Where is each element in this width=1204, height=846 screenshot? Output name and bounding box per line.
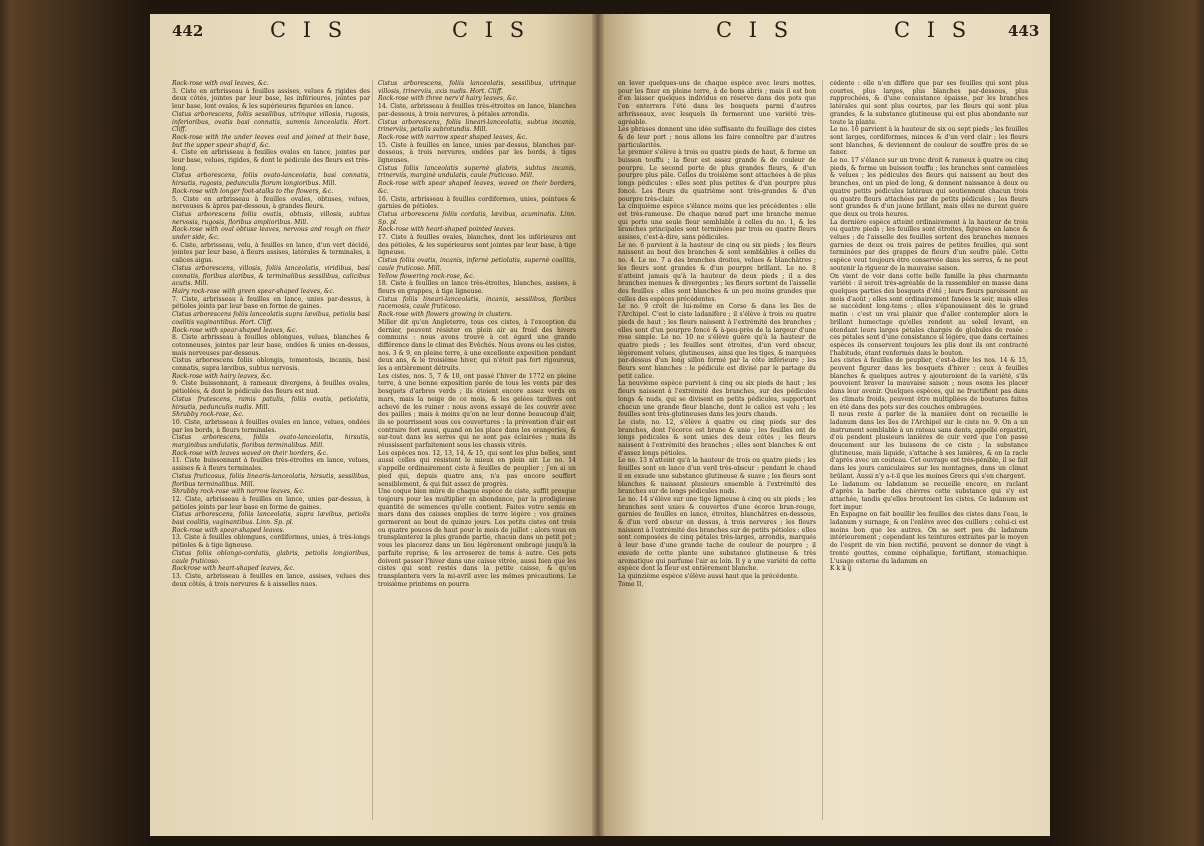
text-paragraph: 15. Ciste à feuilles en lance, unies par-dessus, blanches par-dessous, à trois nervures, ondées par les bords, à tiges ligneuses. <box>378 141 576 165</box>
text-paragraph: Le ladanum ou labdanum se recueille encore, en raclant d'après la barbe des chèvres cette substance qui s'y est attachée, tandis qu'elles broutoient les cistes. Ce ladanum est fort impur. <box>830 480 1028 511</box>
text-paragraph: La neuvième espèce parvient à cinq ou six pieds de haut ; les fleurs naissent à l'extrémité des branches, sur des pédicules longs & nuds, qui se divisent en petits pédicules, supportant chacun une grande fleur blanche, dont le calice est velu ; les feuilles sont très-glutineuses dans les jours chauds. <box>618 380 816 419</box>
text-paragraph: Cistus foliis lineari-lanceolatis, incanis, sessilibus, floribus racemosis, caule fruticoso. <box>378 295 576 311</box>
text-paragraph: Tome II, <box>618 580 644 588</box>
text-paragraph: Les espèces nos. 12, 13, 14, & 15, qui sont les plus belles, sont aussi celles qui résistent le mieux en plein air. Le no. 14 s'appelle ordinairement ciste à feuilles de peuplier ; j'en ai un pied qui, depuis quatre ans, n'a pas encore souffert sensiblement, & qui fait assez de progrès. <box>378 449 576 488</box>
text-paragraph: Le no. 16 parvient à la hauteur de six ou sept pieds ; les feuilles sont larges, cordiformes, minces & d'un verd clair ; les fleurs sont blanches, & deviennent de couleur de souffre près de se faner. <box>830 126 1028 157</box>
text-paragraph: 13. Ciste, arbrisseau à feuilles en lance, assises, velues des deux côtés, à trois nervures & à aisselles nues. <box>172 573 370 588</box>
text-paragraph: La cinquième espèce s'élance moins que les précédentes : elle est très-rameuse. De chaque nœud part une branche menue qui porte une seule fleur semblable à celles du no. 1, & les branches principales sont terminées par trois ou quatre fleurs assises, c'est-à-dire, sans pédicules. <box>618 203 816 242</box>
text-paragraph: 10. Ciste, arbrisseau à feuilles ovales en lance, velues, ondées par les bords, à fleurs terminales. <box>172 418 370 434</box>
text-paragraph: Le ciste, no. 12, s'élève à quatre ou cinq pieds sur des branches, dont l'écorce est brune & unie ; les feuilles ont de longs pédicules & sont unies des deux côtés ; les fleurs naissent à l'extrémité des branches ; elles sont blanches & ont d'assez longs pétioles. <box>618 418 816 457</box>
text-paragraph: Cistus arborescens foliis lanceolatis supra lævibus, petiolis basi coalitis vaginantibus. Hort. Cliff. <box>172 311 370 326</box>
left-page-column-2 <box>378 80 576 830</box>
text-paragraph: 8. Ciste arbrisseau à feuilles oblongues, velues, blanches & cotonneuses, jointes par leur base, ondées & unies en-dessus, mais nerveuses par-dessous. <box>172 334 370 357</box>
text-paragraph: Rock-rose with leaves waved on their borders, &c. <box>172 449 329 457</box>
text-paragraph: On vient de voir dans cette belle famille la plus charmante variété : il seroit très-agréable de la rassembler en masse dans quelques parties des bosquets d'été ; leurs fleurs paroissent au mois d'août ; elles sont ordinairement fanées le soir, mais elles se succèdent long-tems ; elles s'épanouissent dès le grand matin : c'est un vrai plaisir que d'aller contempler alors le brillant humectage qu'elles rendent au soleil levant, en étendant leurs larges pétales chargés de globules de rosée : ces pétales sont d'une consistance si légère, que dans certaines espèces ils conservent toujours les plis dont ils ont contracté l'habitude, étant renfermés dans le bouton. <box>830 272 1028 357</box>
text-paragraph: Cistus arborescens, foliis ovato-lanceolatis, hirsutis, marginibus undulatis, floribus terminalibus. Mill. <box>172 434 370 450</box>
text-paragraph: Hairy rock-rose with green spear-shaped leaves, &c. <box>172 287 335 295</box>
text-paragraph: Miller dit qu'en Angleterre, tous ces cistes, à l'exception du dernier, peuvent résister en plein air au froid des hivers communs : nous avons trouvé à cet égard une grande différence dans le climat des Evêchés. Nous avons eu les cistes, nos. 3 & 9, en pleine terre, à une excellente exposition pendant deux ans, & le troisième hiver, qui n'étoit pas fort rigoureux, les a entièrement détruits. <box>378 318 576 373</box>
text-paragraph: Rockrose with heart-shaped leaves, &c. <box>172 565 295 573</box>
text-paragraph: Rock-rose with oval obtuse leaves, nervous and rough on their under side, &c. <box>172 226 370 242</box>
text-paragraph: Une coque bien mûre de chaque espèce de ciste, suffit presque toujours pour les multiplier en abondance, par la prodigieuse quantité de semences qu'elle contient. Faites votre semis en mars dans des caisses emplies de terre légère ; vos graines germeront au bout de quinze jours. Les petits cistes ont trois ou quatre pouces de haut pour le mois de juillet : alors vous en transplanterez la plus grande partie, chacun dans un petit pot ; vous les placerez dans un lieu légèrement ombragé jusqu'à la parfaite reprise, & les arroserez de tems à autre. Ces pots doivent passer l'hiver dans une caisse vitrée, aussi bien que les cistes qui sont restés dans la petite caisse, & qu'on transplantera vers la mi-avril avec les mêmes précautions. Le troisième printems on pourra <box>378 488 576 588</box>
text-paragraph: 7. Ciste, arbrisseau à feuilles en lance, unies par-dessus, à pétioles joints par leur base en forme de gaines. <box>172 295 370 311</box>
column-rule <box>822 80 823 820</box>
page-number-right: 443 <box>1008 22 1040 40</box>
text-paragraph: Cistus arborescens foliis cordatis, lævibus, acuminatis. Linn. Sp. pl. <box>378 210 576 226</box>
text-paragraph: Le no. 14 s'élève sur une tige ligneuse à cinq ou six pieds ; les branches sont unies & couvertes d'une écorce brun-rouge, garnies de feuilles en lance, étroites, blanchâtres en-dessous, & d'un verd obscur en dessus, à trois nervures ; les fleurs naissent à l'extrémité des branches sur de petits pétioles : elles sont composées de cinq pétales très-larges, arrondis, marqués à leur base d'une grande tache de couleur de pourpre ; il exsude de cette plante une substance glutineuse & très aromatique qui parfume l'air au loin. Il y a une variété de cette espèce dont la fleur est entièrement blanche. <box>618 495 816 573</box>
text-paragraph: Rock-rose with longer foot-stalks to the flowers, &c. <box>172 187 334 195</box>
right-page-column-2 <box>830 80 1028 830</box>
text-paragraph: Les phrases donnent une idée suffisante du feuillage des cistes & de leur port ; nous allons les faire connoître par d'autres particularités. <box>618 126 816 149</box>
text-paragraph: Le premier s'élève à trois ou quatre pieds de haut, & forme un buisson touffu ; la fleur est assez grande & de couleur de pourpre. Le second porte de plus grandes fleurs, & d'un pourpre plus pâle. Celles du troisième sont attachées à de plus longs pédicules : elles sont plus petites & d'un pourpre plus foncé. Les fleurs du quatrième sont très-grandes & d'un pourpre très-clair. <box>618 149 816 203</box>
text-paragraph: en lever quelques-uns de chaque espèce avec leurs mottes, pour les fixer en pleine terre, à de bons abris ; mais il est bon d'en laisser quelques individus en réserve dans des pots que l'on enterrera l'été dans les bosquets parmi d'autres arbrisseaux, avec lesquels ils formeront une variété très-agréable. <box>618 80 816 126</box>
text-paragraph: Cistus foliis oblongo-cordatis, glabris, petiolis longioribus, caule fruticoso. <box>172 549 370 565</box>
text-paragraph: Rock-rose with the under leaves oval and joined at their base, but the upper spear shap'd, &c. <box>172 133 370 149</box>
text-paragraph: La dernière espèce atteint ordinairement à la hauteur de trois ou quatre pieds ; les feuilles sont étroites, figurées en lance & velues ; de l'aisselle des feuilles sortent des branches menues garnies de deux ou trois paires de petites feuilles, qui sont terminées par des grappes de fleurs d'un soufre pâle. Cette espèce veut toujours être conservée dans les serres, & ne peut soutenir la rigueur de la mauvaise saison. <box>830 218 1028 272</box>
text-paragraph: Cistus arborescens, foliis lanceolatis, supra lævibus, petiolis basi coalitis, vaginantibus. Linn. Sp. pl. <box>172 511 370 527</box>
text-paragraph: Rock-rose with narrow spear shaped leaves, &c. <box>378 133 528 141</box>
text-paragraph: 17. Ciste à feuilles ovales, blanches, dont les inférieures ont des pétioles, & les supérieures sont jointes par leur base, à tige ligneuse. <box>378 234 576 257</box>
text-paragraph: Rock-rose with heart-shaped pointed leaves. <box>378 226 516 234</box>
text-paragraph: 13. Ciste à feuilles oblongues, cordiformes, unies, à très-longs pétioles & à tige ligneuse. <box>172 534 370 550</box>
text-paragraph: Cistus foliis lanceolatis supernè glabris, subtus incanis, trinerviis, marginè undulatis, caule fruticoso. Mill. <box>378 164 576 180</box>
text-paragraph: Cistus frutescens, ramis patulis, foliis ovatis, petiolatis, hirsutis, pedunculis nudis. Mill. <box>172 395 370 411</box>
text-paragraph: 12. Ciste, arbrisseau à feuilles en lance, unies par-dessus, à pétioles joints par leur base en forme de gaines. <box>172 495 370 511</box>
text-paragraph: Le no. 13 n'atteint qu'à la hauteur de trois ou quatre pieds ; les feuilles sont en lance d'un verd très-obscur : pendant le chaud il en exsude une substance glutineuse & suave ; les fleurs sont blanches & naissent plusieurs ensemble à l'extrémité des branches sur de longs pédicules nuds. <box>618 457 816 496</box>
text-paragraph: K k k ij <box>830 565 852 573</box>
text-paragraph: Cistus foliis ovatis, incanis, infernè petiolatis, supernè coalitis, caule fruticoso. Mill. <box>378 257 576 272</box>
text-paragraph: 18. Ciste à feuilles en lance très-étroites, blanches, assises, à fleurs en grappes, à tige ligneuse. <box>378 280 576 295</box>
page-number-left: 442 <box>172 22 204 40</box>
text-paragraph: 11. Ciste buissonnant à feuilles très-étroites en lance, velues, assises & à fleurs terminales. <box>172 457 370 473</box>
text-paragraph: Shrubby rock-rose with narrow leaves, &c. <box>172 488 305 496</box>
text-paragraph: Les cistes, nos. 5, 7 & 10, ont passé l'hiver de 1772 en pleine terre, à une bonne exposition parée de tous les vents par des bosquets d'arbres verds ; ils étoient encore assez verds en mars, mais la neige de ce mois, & les gelées tardives ont achevé de les ruiner : nous avons essayé de les couvrir avec des pailles ; mais à moins qu'on ne leur donne beaucoup d'air, ils se pourrissent sous ces couvertures : la prévention d'air est contraire fort aussi, quand on les place dans les orangeries, & sur-tout dans les serres qui ne sont pas éclairées ; mais ils réussissent parfaitement sous les chassis vitrés. <box>378 372 576 450</box>
text-paragraph: Rock-rose with spear-shaped leaves, &c. <box>172 326 298 334</box>
text-paragraph: Cistus arborescens, foliis lanceolatis, sessilibus, utrinque villosis, trinerviis, axis nudis. Hort. Cliff. <box>378 80 576 95</box>
text-paragraph: Cistus arborescens, villosis, foliis lanceolatis, viridibus, basi connatis, floribus alaribus, & terminalibus sessilibus, calicibus acutis. Mill. <box>172 264 370 288</box>
text-paragraph: 3. Ciste en arbrisseau à feuilles assises, velues & rigides des deux côtés, jointes par leur base, les inférieures, jointes par leur base, lont ovales, & les supérieures figurées en lance. <box>172 87 370 111</box>
right-page-column-1 <box>618 80 816 830</box>
text-paragraph: 16. Ciste, arbrisseau à feuilles cordiformes, unies, pointues & garnies de pétioles. <box>378 195 576 211</box>
text-paragraph: Cistus arborescens foliis oblongis, tomentosis, incanis, basi connatis, supra lævibus, subtus nervosis. <box>172 357 370 373</box>
running-head-right-col1: C I S <box>716 18 794 42</box>
text-paragraph: Rock-rose with hairy leaves, &c. <box>172 372 272 380</box>
text-paragraph: Rock-rose with oval leaves, &c. <box>172 80 269 87</box>
text-paragraph: Cistus arborescens, foliis sessilibus, utrinque villosis, rugosis, inferioribus, ovatis basi connatis, summis lanceolatis. Hort. Cliff. <box>172 110 370 134</box>
running-head-left-col1: C I S <box>270 18 348 42</box>
text-paragraph: En Espagne on fait bouillir les feuilles des cistes dans l'eau, le ladanum y surnage, & on l'enlève avec des cuillers ; celui-ci est moins bon que les autres. On se sert peu du ladanum intérieurement ; cependant les teintures extraites par le moyen de l'esprit de vin bien rectifié, peuvent se donner de vingt à trente gouttes, comme céphalique, fortifiant, stomachique. L'usage externe du ladanum en <box>830 511 1028 565</box>
right-page <box>604 14 1050 836</box>
book-gutter <box>592 14 604 836</box>
text-paragraph: Cistus fruticosus, foliis linearis-lanceolatis, hirsutis, sessilibus, floribus terminalibus. Mill. <box>172 472 370 488</box>
left-page <box>150 14 592 836</box>
left-page-column-1 <box>172 80 370 830</box>
running-head-right-col2: C I S <box>894 18 972 42</box>
text-paragraph: Rock-rose with spear shaped leaves, waved on their borders, &c. <box>378 180 576 195</box>
text-paragraph: 9. Ciste buissonnant, à rameaux divergens, à feuilles ovales, pétiolées, & dont le pédicule des fleurs est nud. <box>172 380 370 396</box>
text-paragraph: Yellow flowering rock-rose, &c. <box>378 272 475 280</box>
text-paragraph: 4. Ciste en arbrisseau à feuilles ovales en lance, jointes par leur base, velues, rigides, & dont le pédicule des fleurs est très-long. <box>172 149 370 172</box>
text-paragraph: Rock-rose with flowers growing in clusters. <box>378 311 513 319</box>
running-head-left-col2: C I S <box>452 18 530 42</box>
text-paragraph: Rock-rose with spear-shaped leaves. <box>172 526 285 534</box>
text-paragraph: Cistus arborescens, foliis lineari-lanceolatis, subtus incanis, trinerviis, petalis subrotundis. Mill. <box>378 118 576 134</box>
text-paragraph: Cistus arborescens, foliis ovato-lanceolatis, basi connatis, hirsutis, rugosis, pedunculis florum longioribus. Mill. <box>172 172 370 188</box>
text-paragraph: La quinzième espèce s'élève aussi haut que la précédente. <box>618 573 799 580</box>
text-paragraph: Shrubby rock-rose, &c. <box>172 411 244 419</box>
column-rule <box>372 80 373 820</box>
text-paragraph: Le no. 17 s'élance sur un tronc droit & rameux à quatre ou cinq pieds, & forme un buisson touffu ; les branches sont cannelées & velues ; les pédicules des fleurs qui naissent au bout des branches, ont un pied de long, & donnent naissance à deux ou quatre petits pédicules latéraux qui soutiennent chacun trois ou quatre fleurs attachées par de petits pédicules ; les fleurs sont grandes & d'un jaune brillant, mais elles ne durent guère que deux ou trois heures. <box>830 157 1028 218</box>
text-paragraph: 6. Ciste, arbrisseau, velu, à feuilles en lance, d'un vert décidé, jointes par leur base, à fleurs assises, latérales & terminales, à calices aigus. <box>172 241 370 265</box>
text-paragraph: Cistus arborescens foliis ovatis, obtusis, villosis, subtus nervosis, rugosis, floribus amplioribus. Mill. <box>172 210 370 226</box>
text-paragraph: Le no. 6 parvient à la hauteur de cinq ou six pieds ; les fleurs naissent au bout des branches & sont semblables à celles du no. 4. Le no. 7 a des branches droites, velues & blanchâtres ; les fleurs sont grandes & d'un pourpre brillant. Le no. 8 n'atteint jamais qu'à la hauteur de deux pieds ; il a des branches menues & divergentes ; les fleurs sortent de l'aisselle des feuilles : elles sont blanches & un peu moins grandes que celles des espèces précédentes. <box>618 241 816 303</box>
text-paragraph: cédente : elle n'en diffère que par ses feuilles qui sont plus courtes, plus larges, plus blanches par-dessous, plus rapprochées, & d'une consistance épaisse, par les branches latérales qui sont plus courtes, par les fleurs qui sont plus grandes, & la substance glutineuse qui est plus abondante sur toute la plante. <box>830 80 1028 126</box>
text-paragraph: 14. Ciste, arbrisseau à feuilles très-étroites en lance, blanches par-dessous, à trois nervures, à pétales arrondis. <box>378 103 576 118</box>
text-paragraph: Le no. 9 croît de lui-même en Corse & dans les îles de l'Archipel. C'est le ciste ladanifère ; il s'élève à trois ou quatre pieds de haut ; les fleurs naissent à l'extrémité des branches ; elles sont d'un pourpre foncé & à-peu-près de la largeur d'une rose simple. Le no. 10 ne s'élève guère qu'à la hauteur de quatre pieds ; les feuilles sont étroites, d'un verd obscur, légèrement velues, glutineuses, ainsi que les tiges, & marquées par-dessus d'un long sillon formé par la côte inférieure ; les fleurs sont blanches : le pédicule est divisé par le partage du petit calice. <box>618 303 816 380</box>
text-paragraph: 5. Ciste en arbrisseau à feuilles ovales, obtuses, velues, nerveuses & âpres par-dessous, à grandes fleurs. <box>172 195 370 211</box>
text-paragraph: Rock-rose with three nerv'd hairy leaves, &c. <box>378 95 518 103</box>
text-paragraph: Les cistes à feuilles de peuplier, c'est-à-dire les nos. 14 & 15, peuvent figurer dans les bosquets d'hiver : ceux à feuilles blanches & quelques autres y ajouteroient de la variété, s'ils pouvoient braver la mauvaise saison ; nous osons les placer dans leur avenir. Quelques espèces, qui ne fructifient pas dans les climats froids, peuvent être multipliées de boutures faites en été dans des pots sur des couches ombragées. <box>830 357 1028 411</box>
text-paragraph: Il nous reste à parler de la manière dont on recueille le ladanum dans les îles de l'Archipel sur le ciste no. 9. On a un instrument semblable à un rateau sans dents, appellé ergastiri, d'où pendent plusieurs lanières de cuir verd que l'on passe doucement sur les buissons de ce ciste ; la substance glutineuse, mais liquide, s'attache à ses lanières, & on la racle d'après avec un couteau. Cet ouvrage est très-pénible, il se fait dans les jours caniculaires sur les montagnes, dans un climat brûlant. Aussi n'y a-t-il que les moines Grecs qui s'en chargent. <box>830 411 1028 480</box>
